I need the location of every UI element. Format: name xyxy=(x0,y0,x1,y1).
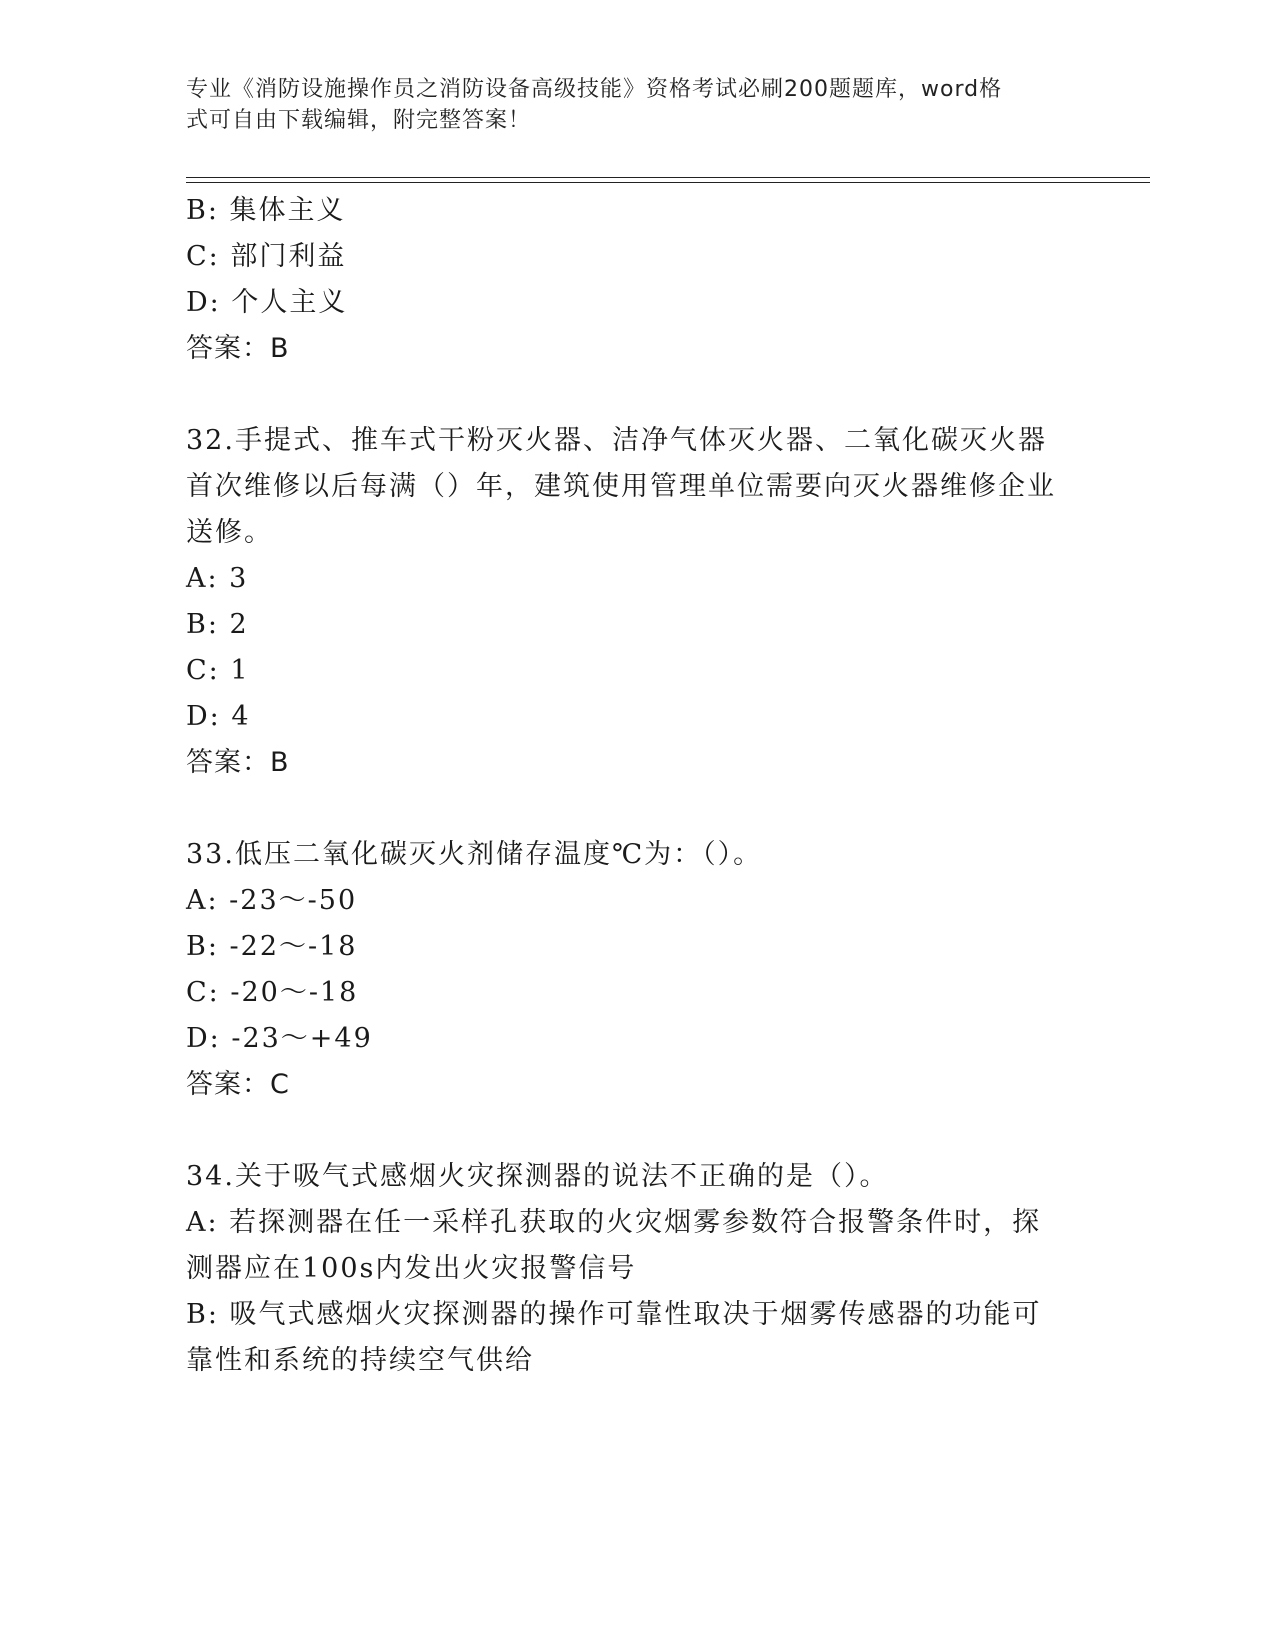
spacer xyxy=(186,372,1066,418)
question-32 xyxy=(186,418,1066,786)
answer: 答案：B xyxy=(186,747,290,778)
spacer xyxy=(186,1108,1066,1154)
option-d: D: 个人主义 xyxy=(186,287,348,318)
option-b: B: -22～-18 xyxy=(186,931,358,962)
option-a: A: 3 xyxy=(186,563,249,594)
question-list xyxy=(186,188,1066,1384)
option-a: A: -23～-50 xyxy=(186,885,358,916)
option-d: D: -23～+49 xyxy=(186,1023,373,1054)
question-31 xyxy=(186,188,1066,372)
question-stem: 32.手提式、推车式干粉灭火器、洁净气体灭火器、二氧化碳灭火器首次维修以后每满（）年，建筑使用管理单位需要向灭火器维修企业送修。 xyxy=(186,425,1056,548)
option-c: C: 1 xyxy=(186,655,250,686)
option-c: C: -20～-18 xyxy=(186,977,359,1008)
option-c: C: 部门利益 xyxy=(186,241,347,272)
answer: 答案：C xyxy=(186,1069,290,1100)
question-stem: 34.关于吸气式感烟火灾探测器的说法不正确的是（）。 xyxy=(186,1161,889,1192)
option-b: B: 吸气式感烟火灾探测器的操作可靠性取决于烟雾传感器的功能可靠性和系统的持续空气供给 xyxy=(186,1299,1042,1376)
header-line-1: 专业《消防设施操作员之消防设备高级技能》资格考试必刷200题题库，word格 xyxy=(186,77,1003,102)
question-34 xyxy=(186,1154,1066,1384)
option-a: A: 若探测器在任一采样孔获取的火灾烟雾参数符合报警条件时，探测器应在100s内发出火灾报警信号 xyxy=(186,1207,1042,1284)
header-rule-bottom xyxy=(186,182,1150,183)
question-stem: 33.低压二氧化碳灭火剂储存温度℃为：（）。 xyxy=(186,839,763,870)
option-b: B: 集体主义 xyxy=(186,195,346,226)
option-b: B: 2 xyxy=(186,609,249,640)
option-d: D: 4 xyxy=(186,701,251,732)
spacer xyxy=(186,786,1066,832)
header-line-2: 式可自由下载编辑，附完整答案！ xyxy=(186,108,532,133)
header-rule-top xyxy=(186,177,1150,178)
question-33 xyxy=(186,832,1066,1108)
document-header xyxy=(186,74,1066,136)
answer: 答案：B xyxy=(186,333,290,364)
